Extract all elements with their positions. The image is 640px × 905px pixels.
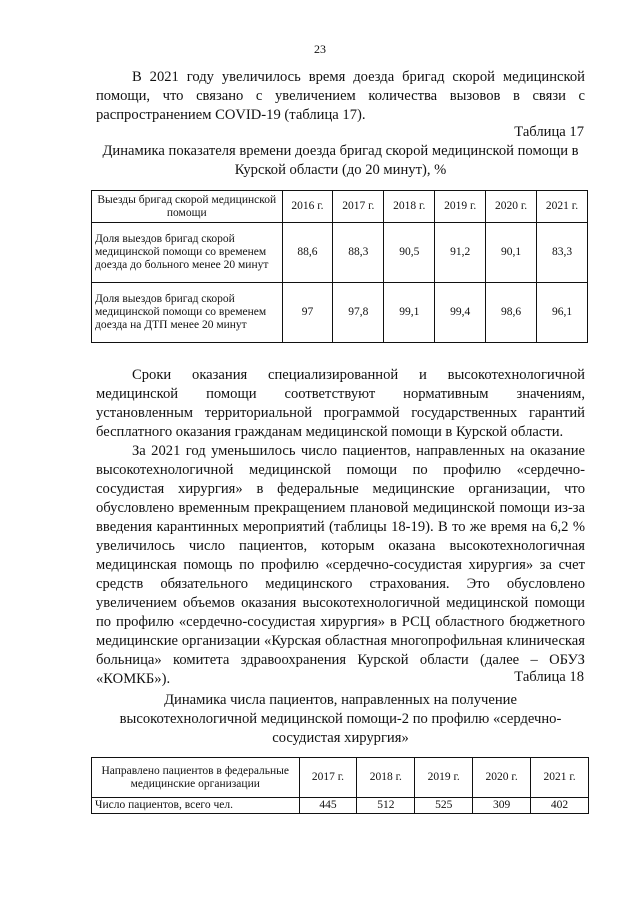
table-cell: 90,1 xyxy=(486,223,537,283)
table17-header-cell: 2017 г. xyxy=(333,191,384,223)
table18-header-cell: 2017 г. xyxy=(299,758,357,798)
table-row xyxy=(92,283,588,343)
table-cell: 525 xyxy=(415,798,473,814)
table-cell: 97 xyxy=(282,283,333,343)
table-cell: 445 xyxy=(299,798,357,814)
table18-label: Таблица 18 xyxy=(514,669,584,685)
table17-header-row xyxy=(92,191,588,223)
table-cell: 512 xyxy=(357,798,415,814)
table-cell: 91,2 xyxy=(435,223,486,283)
body-paragraph-patients: За 2021 год уменьшилось число пациентов, направленных на оказание высокотехнологичной медицинской помощи по профилю «сердечно-сосудистая хирургия» в федеральные медицинские организации, что обусловлено временным прекращением плановой медицинской помощи из-за введения карантинных мероприятий (таблицы 18-19). В то же время на 6,2 % увеличилось число пациентов, которым оказана высокотехнологичная медицинская помощь по профилю «сердечно-сосудистая хирургия» за счет средств обязательного медицинского страхования. Это обусловлено увеличением объемов оказания высокотехнологичной медицинской помощи по профилю «сердечно-сосудистая хирургия» в РСЦ областного бюджетного медицинские организации «Курская областная многопрофильная клиническая больница» комитета здравоохранения Курской области (далее – ОБУЗ «КОМКБ»). xyxy=(96,443,585,687)
row-label: Доля выездов бригад скорой медицинской помощи со временем доезда на ДТП менее 20 минут xyxy=(92,283,283,343)
table-cell: 98,6 xyxy=(486,283,537,343)
row-label: Число пациентов, всего чел. xyxy=(92,798,300,814)
table17-header-cell: 2019 г. xyxy=(435,191,486,223)
table17-header-cell: 2021 г. xyxy=(537,191,588,223)
table-cell: 88,3 xyxy=(333,223,384,283)
intro-paragraph: В 2021 году увеличилось время доезда бригад скорой медицинской помощи, что связано с увеличением количества вызовов в связи с распространением COVID-19 (таблица 17). xyxy=(96,69,585,123)
table-cell: 402 xyxy=(531,798,589,814)
table18-header-cell: 2018 г. xyxy=(357,758,415,798)
body-paragraph-norms: Сроки оказания специализированной и высокотехнологичной медицинской помощи соответствуют нормативным значениям, установленным территориальной программой государственных гарантий бесплатного оказания гражданам медицинской помощи в Курской области. xyxy=(96,367,585,440)
table17-header-cell: 2018 г. xyxy=(384,191,435,223)
table18 xyxy=(91,757,589,814)
table-row xyxy=(92,223,588,283)
page-number: 23 xyxy=(314,42,326,56)
table-cell: 83,3 xyxy=(537,223,588,283)
table17-header-cell: 2016 г. xyxy=(282,191,333,223)
table18-header-cell: 2019 г. xyxy=(415,758,473,798)
table-cell: 309 xyxy=(473,798,531,814)
table17-title: Динамика показателя времени доезда бригад скорой медицинской помощи в Курской области (до 20 минут), % xyxy=(102,143,579,178)
table17 xyxy=(91,190,588,343)
row-label: Доля выездов бригад скорой медицинской помощи со временем доезда до больного менее 20 минут xyxy=(92,223,283,283)
table18-header-cell: 2021 г. xyxy=(531,758,589,798)
table-cell: 88,6 xyxy=(282,223,333,283)
table-row xyxy=(92,798,589,814)
table17-header-cell: 2020 г. xyxy=(486,191,537,223)
table17-label: Таблица 17 xyxy=(514,124,584,140)
table-cell: 96,1 xyxy=(537,283,588,343)
table-cell: 99,4 xyxy=(435,283,486,343)
table18-header-cell: 2020 г. xyxy=(473,758,531,798)
table-cell: 97,8 xyxy=(333,283,384,343)
table17-header-cell: Выезды бригад скорой медицинской помощи xyxy=(92,191,283,223)
table18-header-row xyxy=(92,758,589,798)
table-cell: 99,1 xyxy=(384,283,435,343)
table18-title: Динамика числа пациентов, направленных на получение высокотехнологичной медицинской помощи-2 по профилю «сердечно-сосудистая хирургия» xyxy=(119,692,562,746)
table18-header-cell: Направлено пациентов в федеральные медицинские организации xyxy=(92,758,300,798)
table-cell: 90,5 xyxy=(384,223,435,283)
